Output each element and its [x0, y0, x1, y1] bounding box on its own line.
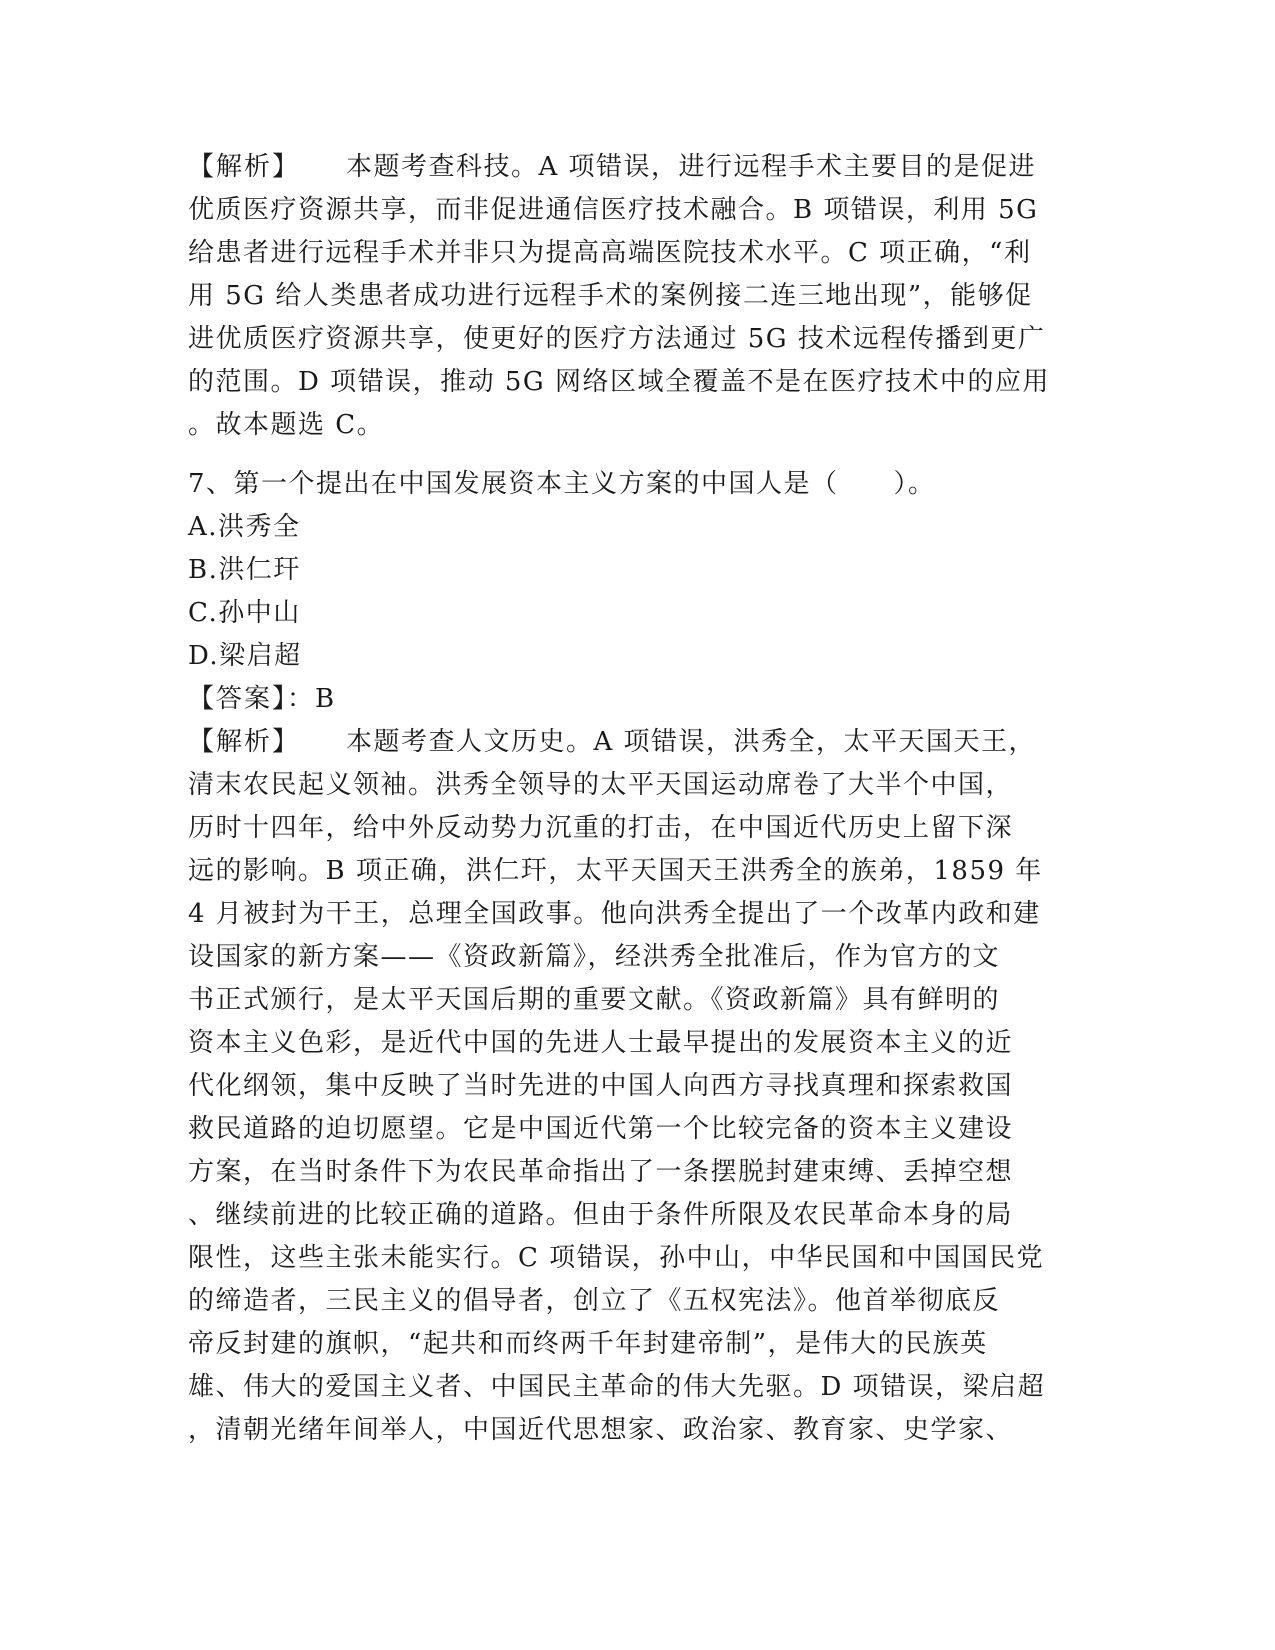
analysis-line: 进优质医疗资源共享，使更好的医疗方法通过 5G 技术远程传播到更广: [188, 324, 1046, 354]
analysis-line: 优质医疗资源共享，而非促进通信医疗技术融合。B 项错误，利用 5G: [188, 195, 1039, 225]
analysis-line: 给患者进行远程手术并非只为提高高端医院技术水平。C 项正确，“利: [188, 238, 1032, 268]
analysis-line: 【解析】 本题考查科技。A 项错误，进行远程手术主要目的是促进: [188, 152, 1037, 182]
option-a: A.洪秀全: [188, 512, 301, 542]
analysis-line: 清末农民起义领袖。洪秀全领导的太平天国运动席卷了大半个中国，: [188, 770, 1014, 800]
option-b: B.洪仁玕: [188, 555, 301, 585]
analysis-line: 【解析】 本题考查人文历史。A 项错误，洪秀全，太平天国天王，: [188, 727, 1037, 757]
analysis-line: 用 5G 给人类患者成功进行远程手术的案例接二连三地出现”，能够促: [188, 281, 1033, 311]
analysis-line: ，清朝光绪年间举人，中国近代思想家、政治家、教育家、史学家、: [188, 1415, 1014, 1445]
answer-label: 【答案】：B: [188, 684, 337, 714]
analysis-line: 资本主义色彩，是近代中国的先进人士最早提出的发展资本主义的近: [188, 1028, 1014, 1058]
option-c: C.孙中山: [188, 598, 301, 628]
analysis-line: 历时十四年，给中外反动势力沉重的打击，在中国近代历史上留下深: [188, 813, 1014, 843]
analysis-line: 。故本题选 C。: [188, 410, 385, 440]
analysis-line: 代化纲领，集中反映了当时先进的中国人向西方寻找真理和探索救国: [188, 1071, 1014, 1101]
question-stem: 7、第一个提出在中国发展资本主义方案的中国人是（ ）。: [188, 469, 936, 499]
option-d: D.梁启超: [188, 641, 302, 671]
analysis-label: 【解析】: [188, 152, 301, 182]
analysis-line: 的缔造者，三民主义的倡导者，创立了《五权宪法》。他首举彻底反: [188, 1286, 1001, 1316]
analysis-line: 设国家的新方案——《资政新篇》，经洪秀全批准后，作为官方的文: [188, 942, 1001, 972]
analysis-line: 雄、伟大的爱国主义者、中国民主革命的伟大先驱。D 项错误，梁启超: [188, 1372, 1046, 1402]
analysis-line: 救民道路的迫切愿望。它是中国近代第一个比较完备的资本主义建设: [188, 1114, 1014, 1144]
document-page: [188, 146, 1088, 1452]
analysis-label: 【解析】: [188, 727, 301, 757]
analysis-line: 、继续前进的比较正确的道路。但由于条件所限及农民革命本身的局: [188, 1200, 1014, 1230]
analysis-line: 方案，在当时条件下为农民革命指出了一条摆脱封建束缚、丢掉空想: [188, 1157, 1014, 1187]
question-analysis: [188, 721, 1088, 1452]
analysis-line: 4 月被封为干王，总理全国政事。他向洪秀全提出了一个改革内政和建: [188, 899, 1041, 929]
analysis-line: 限性，这些主张未能实行。C 项错误，孙中山，中华民国和中国国民党: [188, 1243, 1045, 1273]
analysis-line: 远的影响。B 项正确，洪仁玕，太平天国天王洪秀全的族弟，1859 年: [188, 856, 1043, 886]
analysis-line: 帝反封建的旗帜，“起共和而终两千年封建帝制”，是伟大的民族英: [188, 1329, 988, 1359]
question-block: [188, 463, 1088, 721]
analysis-line: 书正式颁行，是太平天国后期的重要文献。《资政新篇》具有鲜明的: [188, 985, 1001, 1015]
analysis-line: 的范围。D 项错误，推动 5G 网络区域全覆盖不是在医疗技术中的应用: [188, 367, 1050, 397]
previous-analysis: [188, 146, 1088, 447]
